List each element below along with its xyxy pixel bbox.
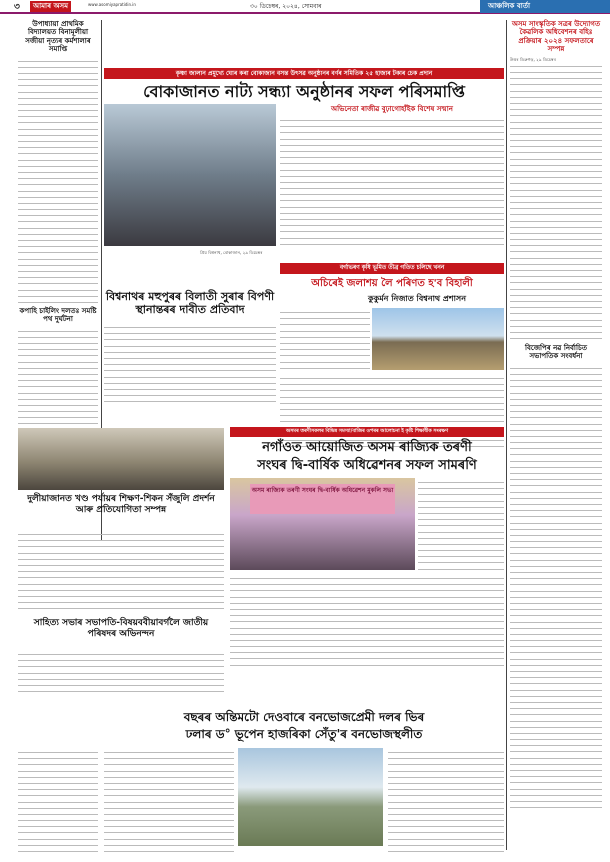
big-body-right	[418, 478, 504, 571]
big-headline-line1: নগাঁওত আয়োজিত অসম ৰাজ্যিক তৰণী	[262, 440, 472, 455]
page-number: ৩	[14, 2, 20, 12]
big-body	[230, 574, 504, 667]
bottom-photo	[238, 748, 383, 846]
left-lower-body	[18, 530, 224, 610]
right-headline-2: বিজেপিৰ নৱ নিৰ্বাচিত সভাপতিক সংবৰ্ধনা	[525, 344, 587, 361]
left-headline-2: কপাহি চাইলিং দলতঃ সমষ্টি পথ দুৰ্ঘটনা	[19, 306, 97, 324]
right-headline-1: অসম সাংস্কৃতিক সত্ৰৰ উদ্যোগত কৈৱলিক অধিবেশনৰ বহিঃ প্ৰক্ৰিয়াৰ ২০২৪ সফলতাৰে সম্পন্ন	[511, 20, 601, 54]
website-text: www.asomiyapratidin.in	[88, 2, 136, 7]
big-headline-line2: সংঘৰ দ্বি-বাৰ্ষিক অধিৱেশনৰ সফল সামৰণি	[257, 458, 477, 473]
right-dateline: উত্তৰ ডিব্ৰুগড়, ২৯ ডিচেম্বৰ	[510, 56, 556, 62]
photo-banner: অসম ৰাজ্যিক তৰণী সংঘৰ দ্বি-বাৰ্ষিক অধিৱেশন মুকলি সভা	[250, 484, 395, 514]
main-headline: বোকাজানত নাট্য সন্ধ্যা অনুষ্ঠানৰ সফল পৰিসমাপ্তি	[143, 82, 465, 101]
issue-date: ৩০ ডিচেম্বৰ, ২০২৪, সোমবাৰ	[250, 3, 322, 10]
agri-photo	[372, 308, 504, 370]
agri-body	[280, 308, 370, 370]
bottom-mid-body	[104, 748, 234, 853]
newspaper-logo: আমাৰ অসম	[30, 1, 71, 12]
right-column	[510, 20, 602, 850]
main-photo	[104, 104, 276, 246]
big-photo	[230, 478, 415, 570]
bottom-right-body	[388, 748, 504, 853]
left-lower-headline: দুলীয়াজানত খণ্ড পৰ্যায়ৰ শিক্ষণ-শিকন সঁজুলি প্ৰদৰ্শন আৰু প্ৰতিযোগিতা সম্পন্ন	[27, 494, 215, 516]
right-body-1	[510, 62, 602, 339]
right-divider	[506, 20, 507, 850]
top-banner: কৃষ্ণা জালান প্ৰমুখ্যে ঘোৰ কৰা বোকাজান বসন্ত উৎসৱ অনুষ্ঠানৰ বৰ্ণৰ সমিতিক ২৫ হাজাৰ টকাৰ চেক প্ৰদান	[104, 68, 504, 79]
masthead	[0, 0, 610, 14]
sub-kicker: অভিনেতা ৰাজীৱ বুঢ়াগোহাঁইক বিশেষ সন্মান	[331, 105, 453, 113]
right-body-2	[510, 364, 602, 808]
left-headline-1: উপাধ্যায়া প্ৰাথমিক বিদ্যালয়ত বিনামূলীয়া সজীয়া নৃত্যৰ কৰ্মশালাৰ সমাপ্তি	[25, 20, 91, 54]
story2-body	[104, 323, 276, 403]
left-lower-body-2	[18, 650, 224, 693]
agri-banner: বৰ্গাভৰণ কৃষি ভূমিত তীব্ৰ গতিত চলিছে খনন	[280, 263, 504, 274]
bottom-left-body	[18, 748, 98, 853]
bottom-headline-line2: ঢলাৰ ড° ভূপেন হাজৰিকা সেঁতু'ৰ বনভোজস্থলীত	[185, 727, 423, 741]
left-lower-photo	[18, 428, 224, 490]
story-body	[280, 116, 504, 246]
agri-headline: কুকুৰ্মন নিজাত বিশ্বনাথ প্ৰশাসন	[368, 294, 466, 303]
photo-caption: প্ৰিয় বিশ্বনাথ, বোকাজান, ২৯ ডিচেম্বৰ	[200, 250, 263, 255]
bottom-headline-line1: বছৰৰ অন্তিমটো দেওবাৰে বনভোজপ্ৰেমী দলৰ ভিৰ	[183, 710, 425, 724]
agri-body-2	[280, 374, 504, 448]
left-body-1	[18, 57, 98, 303]
assam-banner: অসমৰ তৰণীসকলৰ বিভিন্ন সমস্যা/বাজিৰ ওপৰৰ আলোচনা ই কৃষ্টি শিক্ষাধীক সংৰক্ষণ	[230, 427, 504, 437]
left-lower-headline-2: সাহিত্য সভাৰ সভাপতি-বিষয়ববীয়াবৰ্গলৈ জাতীয় পৰিষদৰ অভিনন্দন	[33, 618, 209, 640]
story2-headline: বিশ্বনাথৰ মহুপুৰৰ বিলাতী সুৰাৰ বিপণী স্থানান্তৰৰ দাবীত প্ৰতিবাদ	[105, 290, 275, 317]
agri-kicker: অচিৰেই জলাশয় লৈ পৰিণত হ'ব বিহালী	[311, 278, 473, 289]
section-label: আঞ্চলিক বাৰ্তা	[480, 0, 610, 13]
